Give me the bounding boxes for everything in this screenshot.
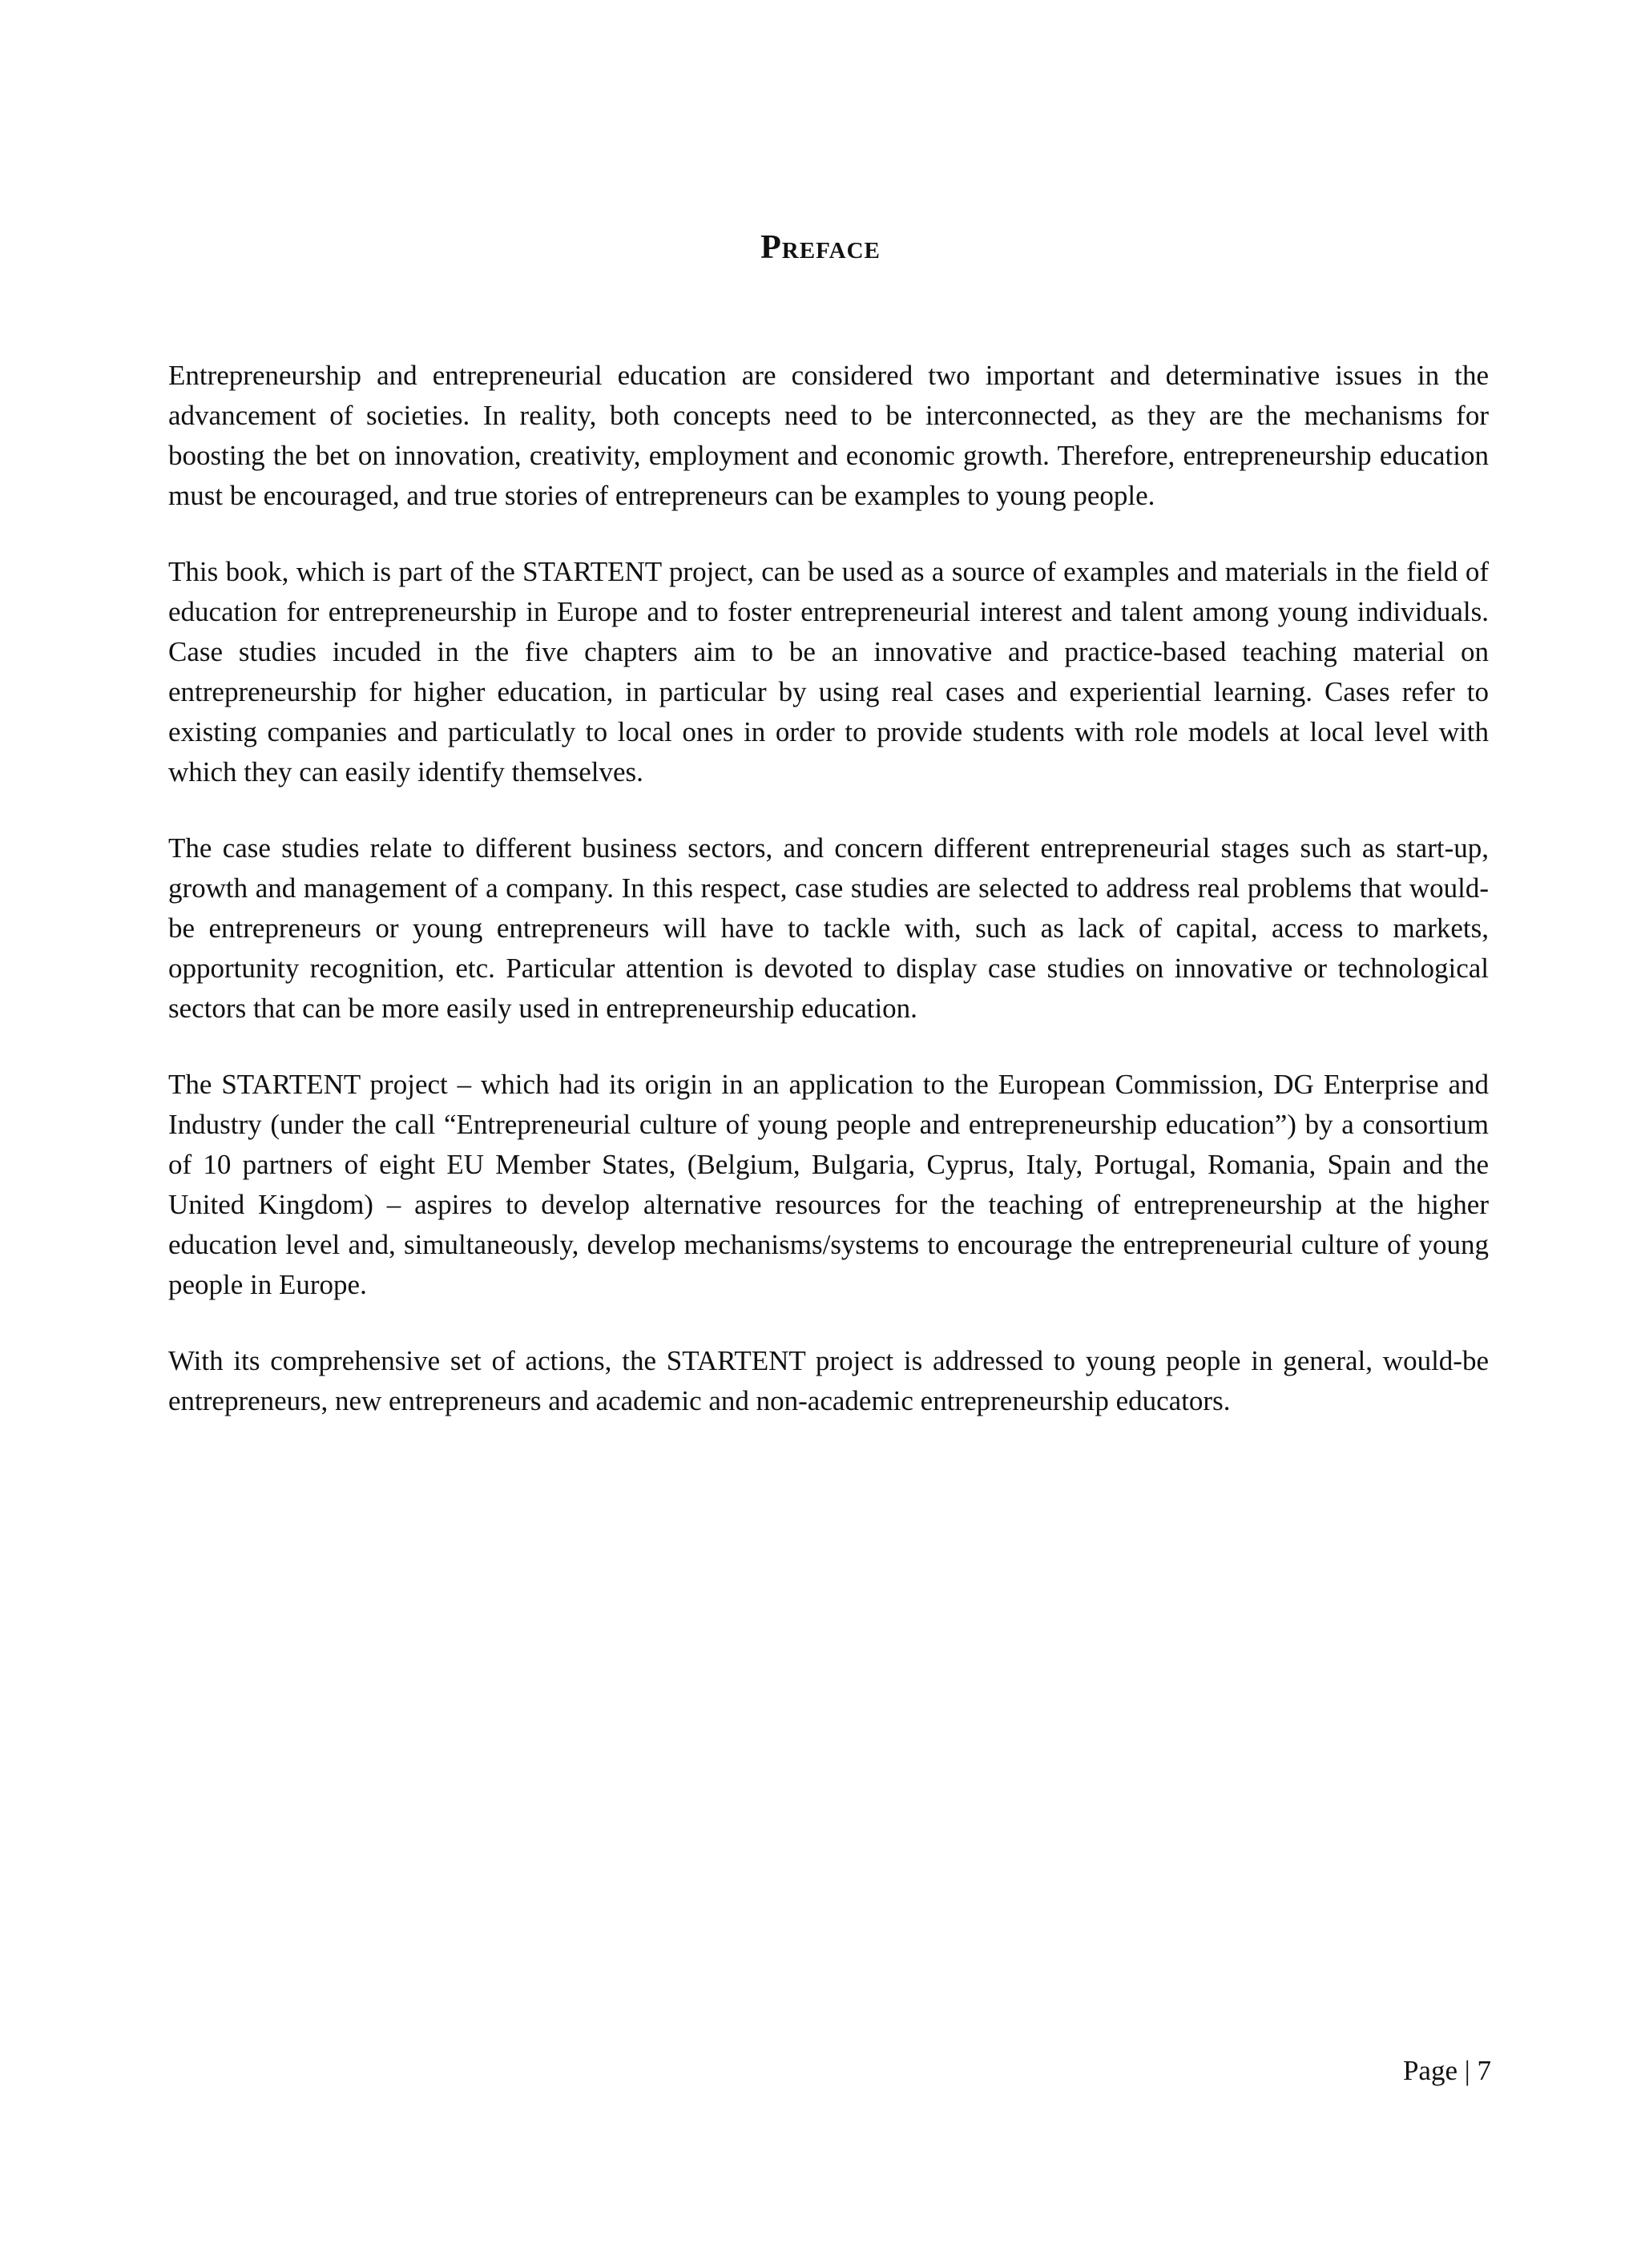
paragraph-2: This book, which is part of the STARTENT project, can be used as a source of examples and materials in the field of education for entrepreneurship in Europe and to foster entrepreneurial interest and talent among young individuals. Case studies incuded in the five chapters aim to be an innovative and practice-based teaching material on entrepreneurship for higher education, in particular by using real cases and experiential learning. Cases refer to existing companies and particulatly to local ones in order to provide students with role models at local level with which they can easily identify themselves. xyxy=(168,556,1489,788)
body-text xyxy=(168,356,1489,1457)
page-title: Preface xyxy=(760,229,881,266)
paragraph-1: Entrepreneurship and entrepreneurial education are considered two important and determinative issues in the advancement of societies. In reality, both concepts need to be interconnected, as they are the mechanisms for boosting the bet on innovation, creativity, employment and economic growth. Therefore, entrepreneurship education must be encouraged, and true stories of entrepreneurs can be examples to young people. xyxy=(168,360,1489,511)
page-number: Page | 7 xyxy=(1402,2055,1491,2086)
paragraph-3: The case studies relate to different business sectors, and concern different entrepreneurial stages such as start-up, growth and management of a company. In this respect, case studies are selected to address real problems that would-be entrepreneurs or young entrepreneurs will have to tackle with, such as lack of capital, access to markets, opportunity recognition, etc. Particular attention is devoted to display case studies on innovative or technological sectors that can be more easily used in entrepreneurship education. xyxy=(168,832,1489,1024)
paragraph-5: With its comprehensive set of actions, the STARTENT project is addressed to young people in general, would-be entrepreneurs, new entrepreneurs and academic and non-academic entrepreneurship educators. xyxy=(168,1345,1489,1416)
paragraph-4: The STARTENT project – which had its origin in an application to the European Commission, DG Enterprise and Industry (under the call “Entrepreneurial culture of young people and entrepreneurship education”) by a consortium of 10 partners of eight EU Member States, (Belgium, Bulgaria, Cyprus, Italy, Portugal, Romania, Spain and the United Kingdom) – aspires to develop alternative resources for the teaching of entrepreneurship at the higher education level and, simultaneously, develop mechanisms/systems to encourage the entrepreneurial culture of young people in Europe. xyxy=(168,1069,1489,1300)
